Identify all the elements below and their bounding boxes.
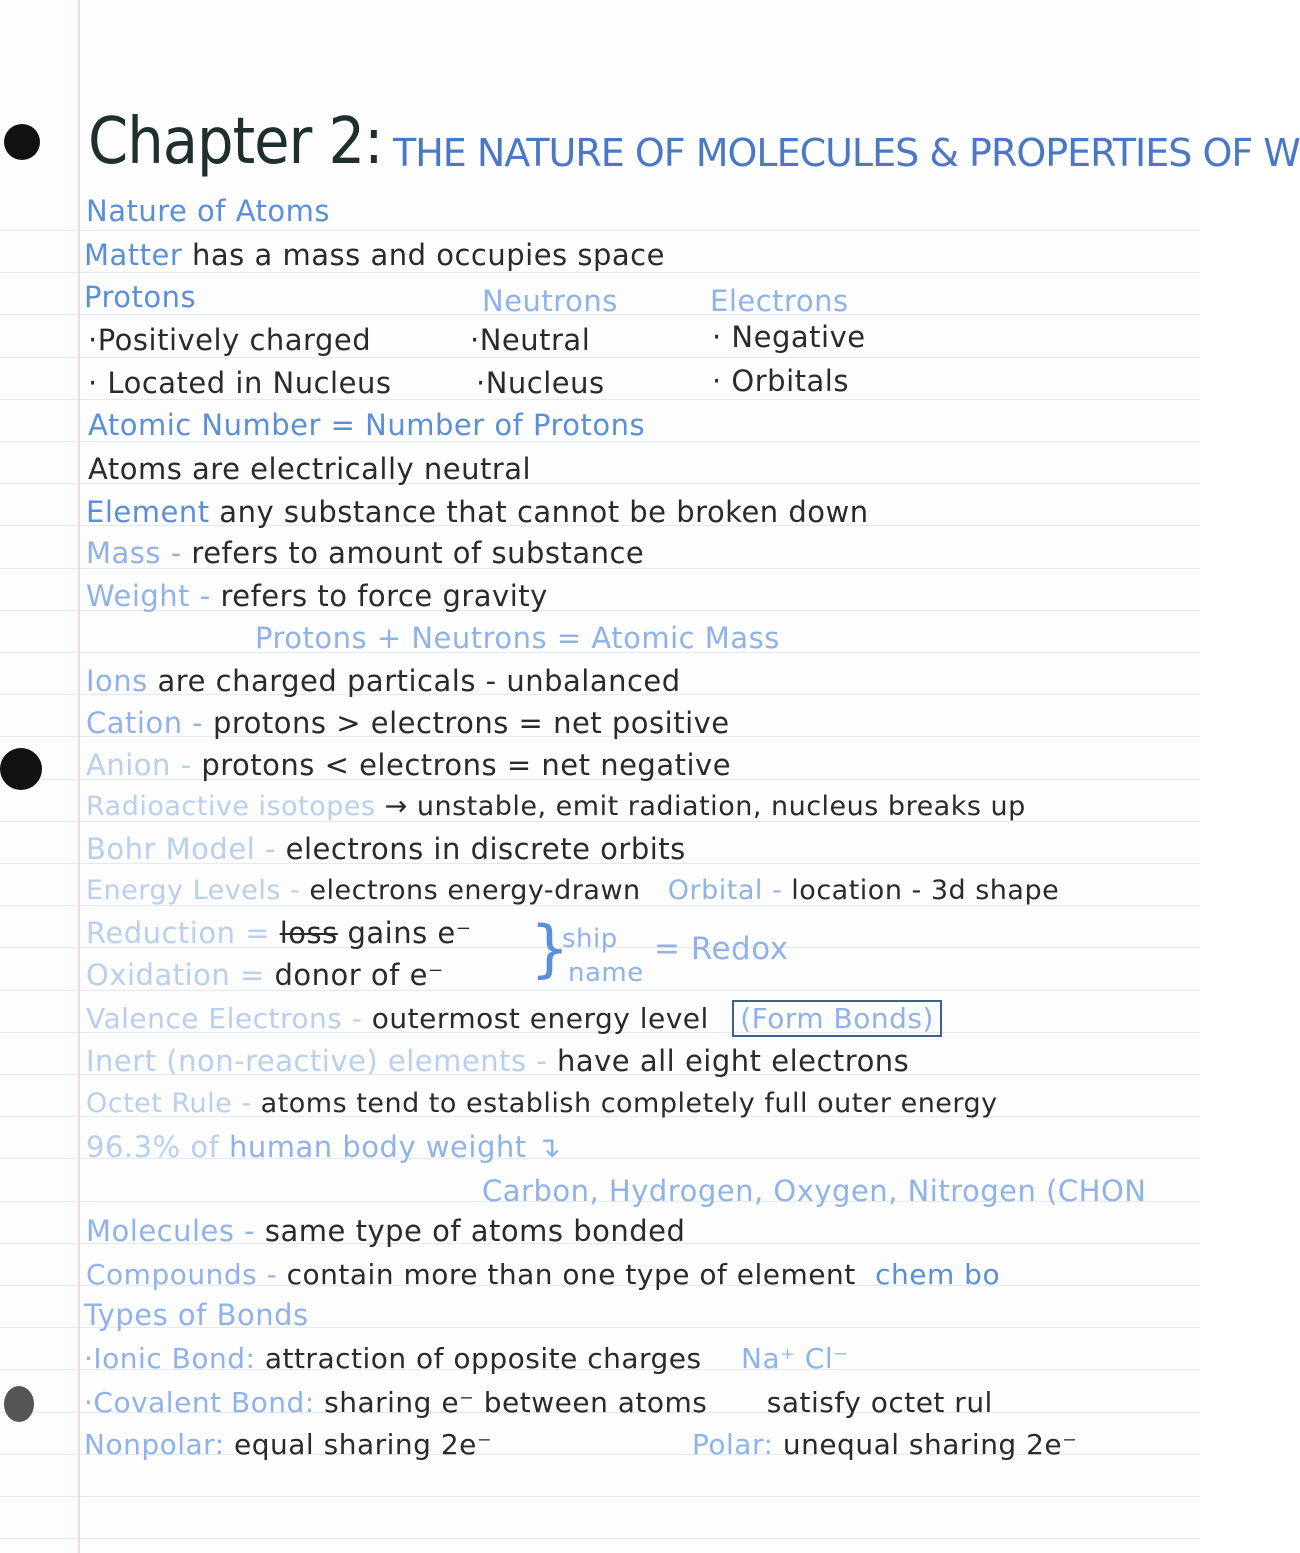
inert-definition: have all eight electrons xyxy=(556,1044,910,1078)
atomic-mass-line: Protons + Neutrons = Atomic Mass xyxy=(255,621,780,655)
bohr-line xyxy=(86,832,686,866)
mass-term: Mass - xyxy=(86,536,182,570)
chon-line: Carbon, Hydrogen, Oxygen, Nitrogen (CHON xyxy=(482,1174,1147,1208)
body-weight-line xyxy=(86,1130,561,1164)
anion-line xyxy=(86,748,731,782)
energy-levels-line xyxy=(86,874,1059,908)
molecules-line xyxy=(86,1214,685,1248)
polar-term: Polar: xyxy=(692,1428,774,1461)
compounds-line xyxy=(86,1258,1000,1292)
chapter-subtitle: THE NATURE OF MOLECULES & PROPERTIES OF W xyxy=(393,131,1300,175)
bohr-term: Bohr Model - xyxy=(86,832,276,866)
binder-hole-top xyxy=(4,124,40,160)
element-line xyxy=(86,495,869,529)
neutral-line: Atoms are electrically neutral xyxy=(88,452,532,486)
electrons-item-2: · Orbitals xyxy=(712,364,849,398)
radioactive-term: Radioactive isotopes xyxy=(86,791,376,822)
ruled-line xyxy=(0,1496,1200,1497)
molecules-term: Molecules - xyxy=(86,1214,256,1248)
inert-term: Inert (non-reactive) elements - xyxy=(86,1044,548,1078)
inert-line xyxy=(86,1044,909,1078)
radioactive-line xyxy=(86,790,1026,824)
margin-line xyxy=(78,0,80,1553)
types-of-bonds-heading: Types of Bonds xyxy=(84,1298,309,1332)
compounds-definition: contain more than one type of element xyxy=(286,1258,856,1291)
ionic-bond-line xyxy=(84,1342,848,1376)
cation-term: Cation - xyxy=(86,706,204,740)
neutrons-item-2: ·Nucleus xyxy=(476,366,605,400)
covalent-bond-line xyxy=(84,1386,993,1420)
orbital-definition: location - 3d shape xyxy=(791,875,1060,906)
valence-definition: outermost energy level xyxy=(371,1002,709,1035)
orbital-term: Orbital - xyxy=(667,875,783,906)
polar-line xyxy=(692,1428,1077,1462)
neutrons-item-1: ·Neutral xyxy=(470,323,591,357)
redox-ship: ship xyxy=(562,924,618,954)
protons-item-1: ·Positively charged xyxy=(88,323,372,357)
anion-term: Anion - xyxy=(86,748,192,782)
covalent-definition: sharing e⁻ between atoms xyxy=(324,1386,708,1419)
cation-definition: protons > electrons = net positive xyxy=(212,706,730,740)
ruled-line xyxy=(0,1538,1200,1539)
octet-term: Octet Rule - xyxy=(86,1088,252,1119)
body-percent: 96.3% of xyxy=(86,1130,220,1164)
binder-hole-middle xyxy=(0,748,42,790)
ions-line xyxy=(86,664,681,698)
redox-label: = Redox xyxy=(654,931,789,967)
electrons-heading: Electrons xyxy=(710,284,849,318)
ions-definition: are charged particals - unbalanced xyxy=(157,664,681,698)
mass-line xyxy=(86,536,644,570)
protons-item-2: · Located in Nucleus xyxy=(88,366,392,400)
energy-definition: electrons energy-drawn xyxy=(309,875,641,906)
radioactive-definition: → unstable, emit radiation, nucleus breaks up xyxy=(384,791,1026,822)
matter-line xyxy=(84,238,665,272)
polar-definition: unequal sharing 2e⁻ xyxy=(782,1428,1078,1461)
atomic-number-line: Atomic Number = Number of Protons xyxy=(88,408,646,442)
body-weight-text: human body weight ↴ xyxy=(229,1130,562,1164)
reduction-term: Reduction = xyxy=(86,916,270,950)
compounds-tail: chem bo xyxy=(875,1258,1001,1291)
bohr-definition: electrons in discrete orbits xyxy=(285,832,686,866)
covalent-tail: satisfy octet rul xyxy=(766,1386,993,1419)
reduction-strikethrough: loss xyxy=(279,916,338,950)
ionic-definition: attraction of opposite charges xyxy=(264,1342,702,1375)
ions-term: Ions xyxy=(86,664,148,698)
anion-definition: protons < electrons = net negative xyxy=(201,748,732,782)
matter-definition: has a mass and occupies space xyxy=(192,238,665,272)
redox-bracket: } xyxy=(530,912,570,985)
ruled-line xyxy=(0,357,1200,358)
ionic-term: ·Ionic Bond: xyxy=(84,1342,256,1375)
nonpolar-definition: equal sharing 2e⁻ xyxy=(234,1428,493,1461)
nonpolar-term: Nonpolar: xyxy=(84,1428,225,1461)
element-term: Element xyxy=(86,495,210,529)
weight-definition: refers to force gravity xyxy=(220,579,548,613)
ruled-line xyxy=(0,272,1200,273)
energy-term: Energy Levels - xyxy=(86,875,301,906)
mass-definition: refers to amount of substance xyxy=(191,536,645,570)
weight-term: Weight - xyxy=(86,579,211,613)
octet-definition: atoms tend to establish completely full outer energy xyxy=(260,1088,998,1119)
redox-name: name xyxy=(568,958,644,988)
ruled-line xyxy=(0,230,1200,231)
form-bonds-box: (Form Bonds) xyxy=(732,1000,942,1037)
matter-term: Matter xyxy=(84,238,183,272)
oxidation-definition: donor of e⁻ xyxy=(274,958,444,992)
reduction-line xyxy=(86,916,472,950)
nonpolar-line xyxy=(84,1428,492,1462)
compounds-term: Compounds - xyxy=(86,1258,278,1291)
chapter-heading: Chapter 2: xyxy=(88,105,383,179)
neutrons-heading: Neutrons xyxy=(482,284,618,318)
oxidation-line xyxy=(86,958,444,992)
protons-heading: Protons xyxy=(84,280,197,314)
molecules-definition: same type of atoms bonded xyxy=(264,1214,686,1248)
cation-line xyxy=(86,706,730,740)
ionic-example: Na⁺ Cl⁻ xyxy=(741,1342,849,1375)
oxidation-term: Oxidation = xyxy=(86,958,265,992)
valence-line xyxy=(86,1002,942,1036)
weight-line xyxy=(86,579,548,613)
section-nature-of-atoms: Nature of Atoms xyxy=(86,194,331,228)
octet-line xyxy=(86,1087,998,1121)
covalent-term: ·Covalent Bond: xyxy=(84,1386,315,1419)
reduction-definition: gains e⁻ xyxy=(347,916,472,950)
electrons-item-1: · Negative xyxy=(712,320,866,354)
valence-term: Valence Electrons - xyxy=(86,1002,363,1035)
binder-hole-bottom xyxy=(4,1386,34,1422)
element-definition: any substance that cannot be broken down xyxy=(219,495,869,529)
